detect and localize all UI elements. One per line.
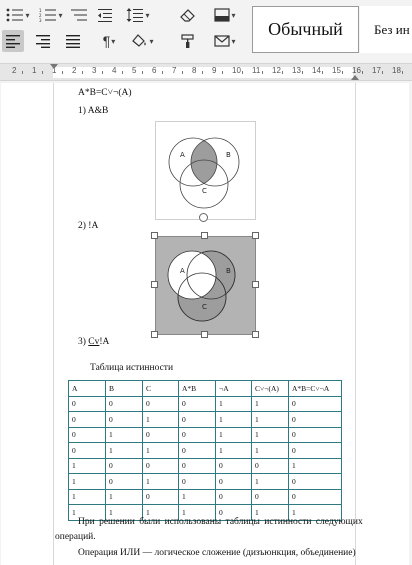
style-name-normal: Обычный xyxy=(268,19,343,39)
table-cell: 1 xyxy=(216,427,252,443)
table-header-cell: A xyxy=(69,381,106,397)
table-cell: 1 xyxy=(216,443,252,459)
table-row xyxy=(69,489,342,505)
table-header-cell: A*B=C˅¬A xyxy=(289,381,342,397)
ruler-tick xyxy=(242,71,243,74)
ruler-tick xyxy=(102,71,103,74)
table-cell: 0 xyxy=(179,458,216,474)
table-cell: 0 xyxy=(106,396,143,412)
ruler-label: 7 xyxy=(172,66,177,75)
venn-label-a: A xyxy=(180,267,185,275)
table-cell: 0 xyxy=(106,412,143,428)
ruler-tick xyxy=(22,71,23,74)
ruler-label: 14 xyxy=(312,66,321,75)
formula-line: A*B=C˅¬(A) xyxy=(78,88,132,98)
ruler-label: 15 xyxy=(332,66,341,75)
ruler-label: 6 xyxy=(152,66,157,75)
venn-label-c: C xyxy=(202,303,207,311)
ruler-label: 12 xyxy=(272,66,281,75)
venn-diagram-not-a[interactable] xyxy=(155,236,256,335)
style-gallery-next[interactable] xyxy=(360,6,412,53)
item-1: 1) A&B xyxy=(78,106,109,116)
ruler-tick xyxy=(282,71,283,74)
svg-text:1: 1 xyxy=(39,8,43,13)
table-header-cell: C˅¬(A) xyxy=(252,381,289,397)
table-cell: 1 xyxy=(106,505,143,521)
ruler-label: 2 xyxy=(12,66,17,75)
table-cell: 0 xyxy=(179,412,216,428)
paragraph-2: Операция ИЛИ — логическое сложение (дизъюнкция, объединение) xyxy=(78,548,356,558)
resize-handle-right[interactable] xyxy=(252,281,259,288)
table-cell: 1 xyxy=(69,505,106,521)
paragraph-1-line-2: операций. xyxy=(55,532,96,542)
table-cell: 1 xyxy=(143,412,179,428)
table-row xyxy=(69,458,342,474)
bullet-list-button[interactable] xyxy=(3,4,33,26)
left-margin-guide xyxy=(53,83,54,565)
align-left-button[interactable] xyxy=(2,30,24,52)
table-cell: 0 xyxy=(69,427,106,443)
table-row xyxy=(69,412,342,428)
table-header-cell: B xyxy=(106,381,143,397)
ruler-tick xyxy=(322,71,323,74)
truth-table[interactable] xyxy=(68,380,342,521)
multilevel-list-button[interactable] xyxy=(68,4,90,26)
table-header-cell: ¬A xyxy=(216,381,252,397)
item-3-prefix: 3) xyxy=(78,337,89,347)
ruler-label: 3 xyxy=(92,66,97,75)
table-cell: 1 xyxy=(69,489,106,505)
multilevel-list-icon xyxy=(70,8,88,22)
align-right-button[interactable] xyxy=(32,30,54,52)
ruler-tick xyxy=(182,71,183,74)
ruler-tick xyxy=(202,71,203,74)
mail-icon xyxy=(214,35,230,47)
paragraph-marks-button[interactable] xyxy=(94,30,124,52)
table-cell: 0 xyxy=(179,443,216,459)
style-name-no-spacing: Без ин xyxy=(374,21,410,37)
table-cell: 0 xyxy=(289,443,342,459)
ruler-label: 18 xyxy=(392,66,401,75)
line-spacing-button[interactable] xyxy=(122,4,154,26)
format-painter-icon xyxy=(181,34,195,48)
table-cell: 0 xyxy=(216,458,252,474)
ruler-tick xyxy=(342,71,343,74)
ruler-tick xyxy=(62,71,63,74)
ruler-label: 1 xyxy=(52,66,57,75)
venn-label-b: B xyxy=(226,267,231,275)
ruler-label: 16 xyxy=(352,66,361,75)
table-cell: 0 xyxy=(252,489,289,505)
rotate-handle[interactable] xyxy=(199,213,208,222)
ruler-tick xyxy=(222,71,223,74)
table-cell: 0 xyxy=(289,396,342,412)
table-cell: 1 xyxy=(69,458,106,474)
numbered-list-icon xyxy=(39,8,57,22)
table-cell: 1 xyxy=(252,412,289,428)
table-cell: 1 xyxy=(252,427,289,443)
table-cell: 0 xyxy=(106,458,143,474)
table-cell: 0 xyxy=(216,489,252,505)
svg-text:2: 2 xyxy=(39,13,43,18)
table-cell: 0 xyxy=(179,427,216,443)
decrease-indent-icon xyxy=(97,8,113,22)
table-cell: 1 xyxy=(289,505,342,521)
table-header-cell: A*B xyxy=(179,381,216,397)
ruler-label: 9 xyxy=(212,66,217,75)
table-cell: 0 xyxy=(252,458,289,474)
ruler-tick xyxy=(262,71,263,74)
clear-format-icon xyxy=(180,8,196,22)
ruler-tick xyxy=(382,71,383,74)
justify-button[interactable] xyxy=(62,30,84,52)
table-cell: 0 xyxy=(69,443,106,459)
paragraph-marks-icon: ¶ xyxy=(102,33,111,49)
ruler-tick xyxy=(82,71,83,74)
table-title: Таблица истинности xyxy=(90,363,174,373)
resize-handle-bottom-right[interactable] xyxy=(252,331,259,338)
table-cell: 0 xyxy=(179,396,216,412)
align-right-icon xyxy=(36,35,50,48)
table-row xyxy=(69,427,342,443)
table-cell: 1 xyxy=(69,474,106,490)
chevron-down-icon: ▾ xyxy=(149,36,154,46)
venn-label-a: A xyxy=(180,151,185,159)
table-cell: 1 xyxy=(179,505,216,521)
decrease-indent-button[interactable] xyxy=(94,4,116,26)
item-2: 2) !A xyxy=(78,221,99,231)
table-cell: 1 xyxy=(216,396,252,412)
ruler-label: 11 xyxy=(252,66,261,75)
resize-handle-top-right[interactable] xyxy=(252,232,259,239)
table-cell: 0 xyxy=(106,474,143,490)
ruler-label: 5 xyxy=(132,66,137,75)
right-margin-guide xyxy=(355,83,356,565)
ruler-label: 10 xyxy=(232,66,241,75)
paragraph-1-line-1: При решении были использованы таблицы истинности следующих xyxy=(78,517,363,527)
justify-icon xyxy=(66,35,80,48)
shading-icon xyxy=(214,8,230,22)
table-row xyxy=(69,443,342,459)
table-cell: 1 xyxy=(143,505,179,521)
horizontal-ruler[interactable] xyxy=(0,63,412,81)
table-cell: 0 xyxy=(69,396,106,412)
table-cell: 1 xyxy=(252,505,289,521)
table-cell: 0 xyxy=(143,427,179,443)
style-gallery-current[interactable] xyxy=(252,6,359,53)
chevron-down-icon: ▾ xyxy=(145,10,150,20)
fill-button[interactable] xyxy=(127,30,159,52)
table-cell: 0 xyxy=(289,427,342,443)
table-cell: 0 xyxy=(289,412,342,428)
ruler-tick xyxy=(162,71,163,74)
ruler-label: 4 xyxy=(112,66,117,75)
resize-handle-bottom-left[interactable] xyxy=(151,331,158,338)
ruler-label: 2 xyxy=(72,66,77,75)
resize-handle-top-left[interactable] xyxy=(151,232,158,239)
table-header-row xyxy=(69,381,342,397)
chevron-down-icon: ▾ xyxy=(58,10,63,20)
format-painter-button[interactable] xyxy=(176,30,200,52)
chevron-down-icon: ▾ xyxy=(25,10,30,20)
table-cell: 1 xyxy=(143,443,179,459)
table-cell: 1 xyxy=(216,412,252,428)
table-row xyxy=(69,396,342,412)
table-cell: 0 xyxy=(289,489,342,505)
item-3 xyxy=(78,337,109,347)
ruler-tick xyxy=(362,71,363,74)
ruler-tick xyxy=(122,71,123,74)
table-cell: 1 xyxy=(143,474,179,490)
ruler-label: 17 xyxy=(372,66,381,75)
table-cell: 1 xyxy=(179,489,216,505)
clear-format-button[interactable] xyxy=(176,4,200,26)
ribbon xyxy=(0,0,412,58)
bullet-list-icon xyxy=(6,8,24,22)
ruler-tick xyxy=(302,71,303,74)
shading-button[interactable] xyxy=(209,4,241,26)
table-cell: 0 xyxy=(143,396,179,412)
table-cell: 1 xyxy=(252,443,289,459)
venn-label-c: C xyxy=(202,187,207,195)
table-cell: 1 xyxy=(289,458,342,474)
svg-text:3: 3 xyxy=(39,18,43,22)
table-cell: 1 xyxy=(252,396,289,412)
table-cell: 1 xyxy=(106,443,143,459)
table-cell: 1 xyxy=(252,474,289,490)
line-spacing-icon xyxy=(126,8,144,22)
resize-handle-top[interactable] xyxy=(201,232,208,239)
resize-handle-bottom[interactable] xyxy=(201,331,208,338)
ruler-text-area xyxy=(53,67,353,78)
item-3-underlined: Cv xyxy=(88,337,100,347)
first-line-indent-marker[interactable] xyxy=(50,64,58,69)
numbered-list-button[interactable] xyxy=(36,4,66,26)
table-cell: 0 xyxy=(216,505,252,521)
right-indent-marker[interactable] xyxy=(351,75,359,80)
table-cell: 0 xyxy=(216,474,252,490)
ruler-tick xyxy=(42,71,43,74)
venn-label-b: B xyxy=(226,151,231,159)
ruler-tick xyxy=(142,71,143,74)
table-cell: 0 xyxy=(143,458,179,474)
item-3-suffix: !A xyxy=(99,337,110,347)
chevron-down-icon: ▾ xyxy=(231,36,236,46)
table-cell: 0 xyxy=(143,489,179,505)
table-cell: 0 xyxy=(289,474,342,490)
ruler-label: 8 xyxy=(192,66,197,75)
chevron-down-icon: ▾ xyxy=(111,36,116,46)
ruler-label: 13 xyxy=(292,66,301,75)
chevron-down-icon: ▾ xyxy=(231,10,236,20)
ruler-label: 1 xyxy=(32,66,37,75)
table-header-cell: C xyxy=(143,381,179,397)
align-left-icon xyxy=(6,35,20,48)
table-row xyxy=(69,474,342,490)
table-cell: 1 xyxy=(106,489,143,505)
ruler-tick xyxy=(402,71,403,74)
venn-diagram-and[interactable] xyxy=(155,121,256,220)
table-cell: 1 xyxy=(106,427,143,443)
resize-handle-left[interactable] xyxy=(151,281,158,288)
table-cell: 0 xyxy=(69,412,106,428)
mail-button[interactable] xyxy=(209,30,241,52)
fill-icon xyxy=(132,34,148,48)
table-cell: 0 xyxy=(179,474,216,490)
